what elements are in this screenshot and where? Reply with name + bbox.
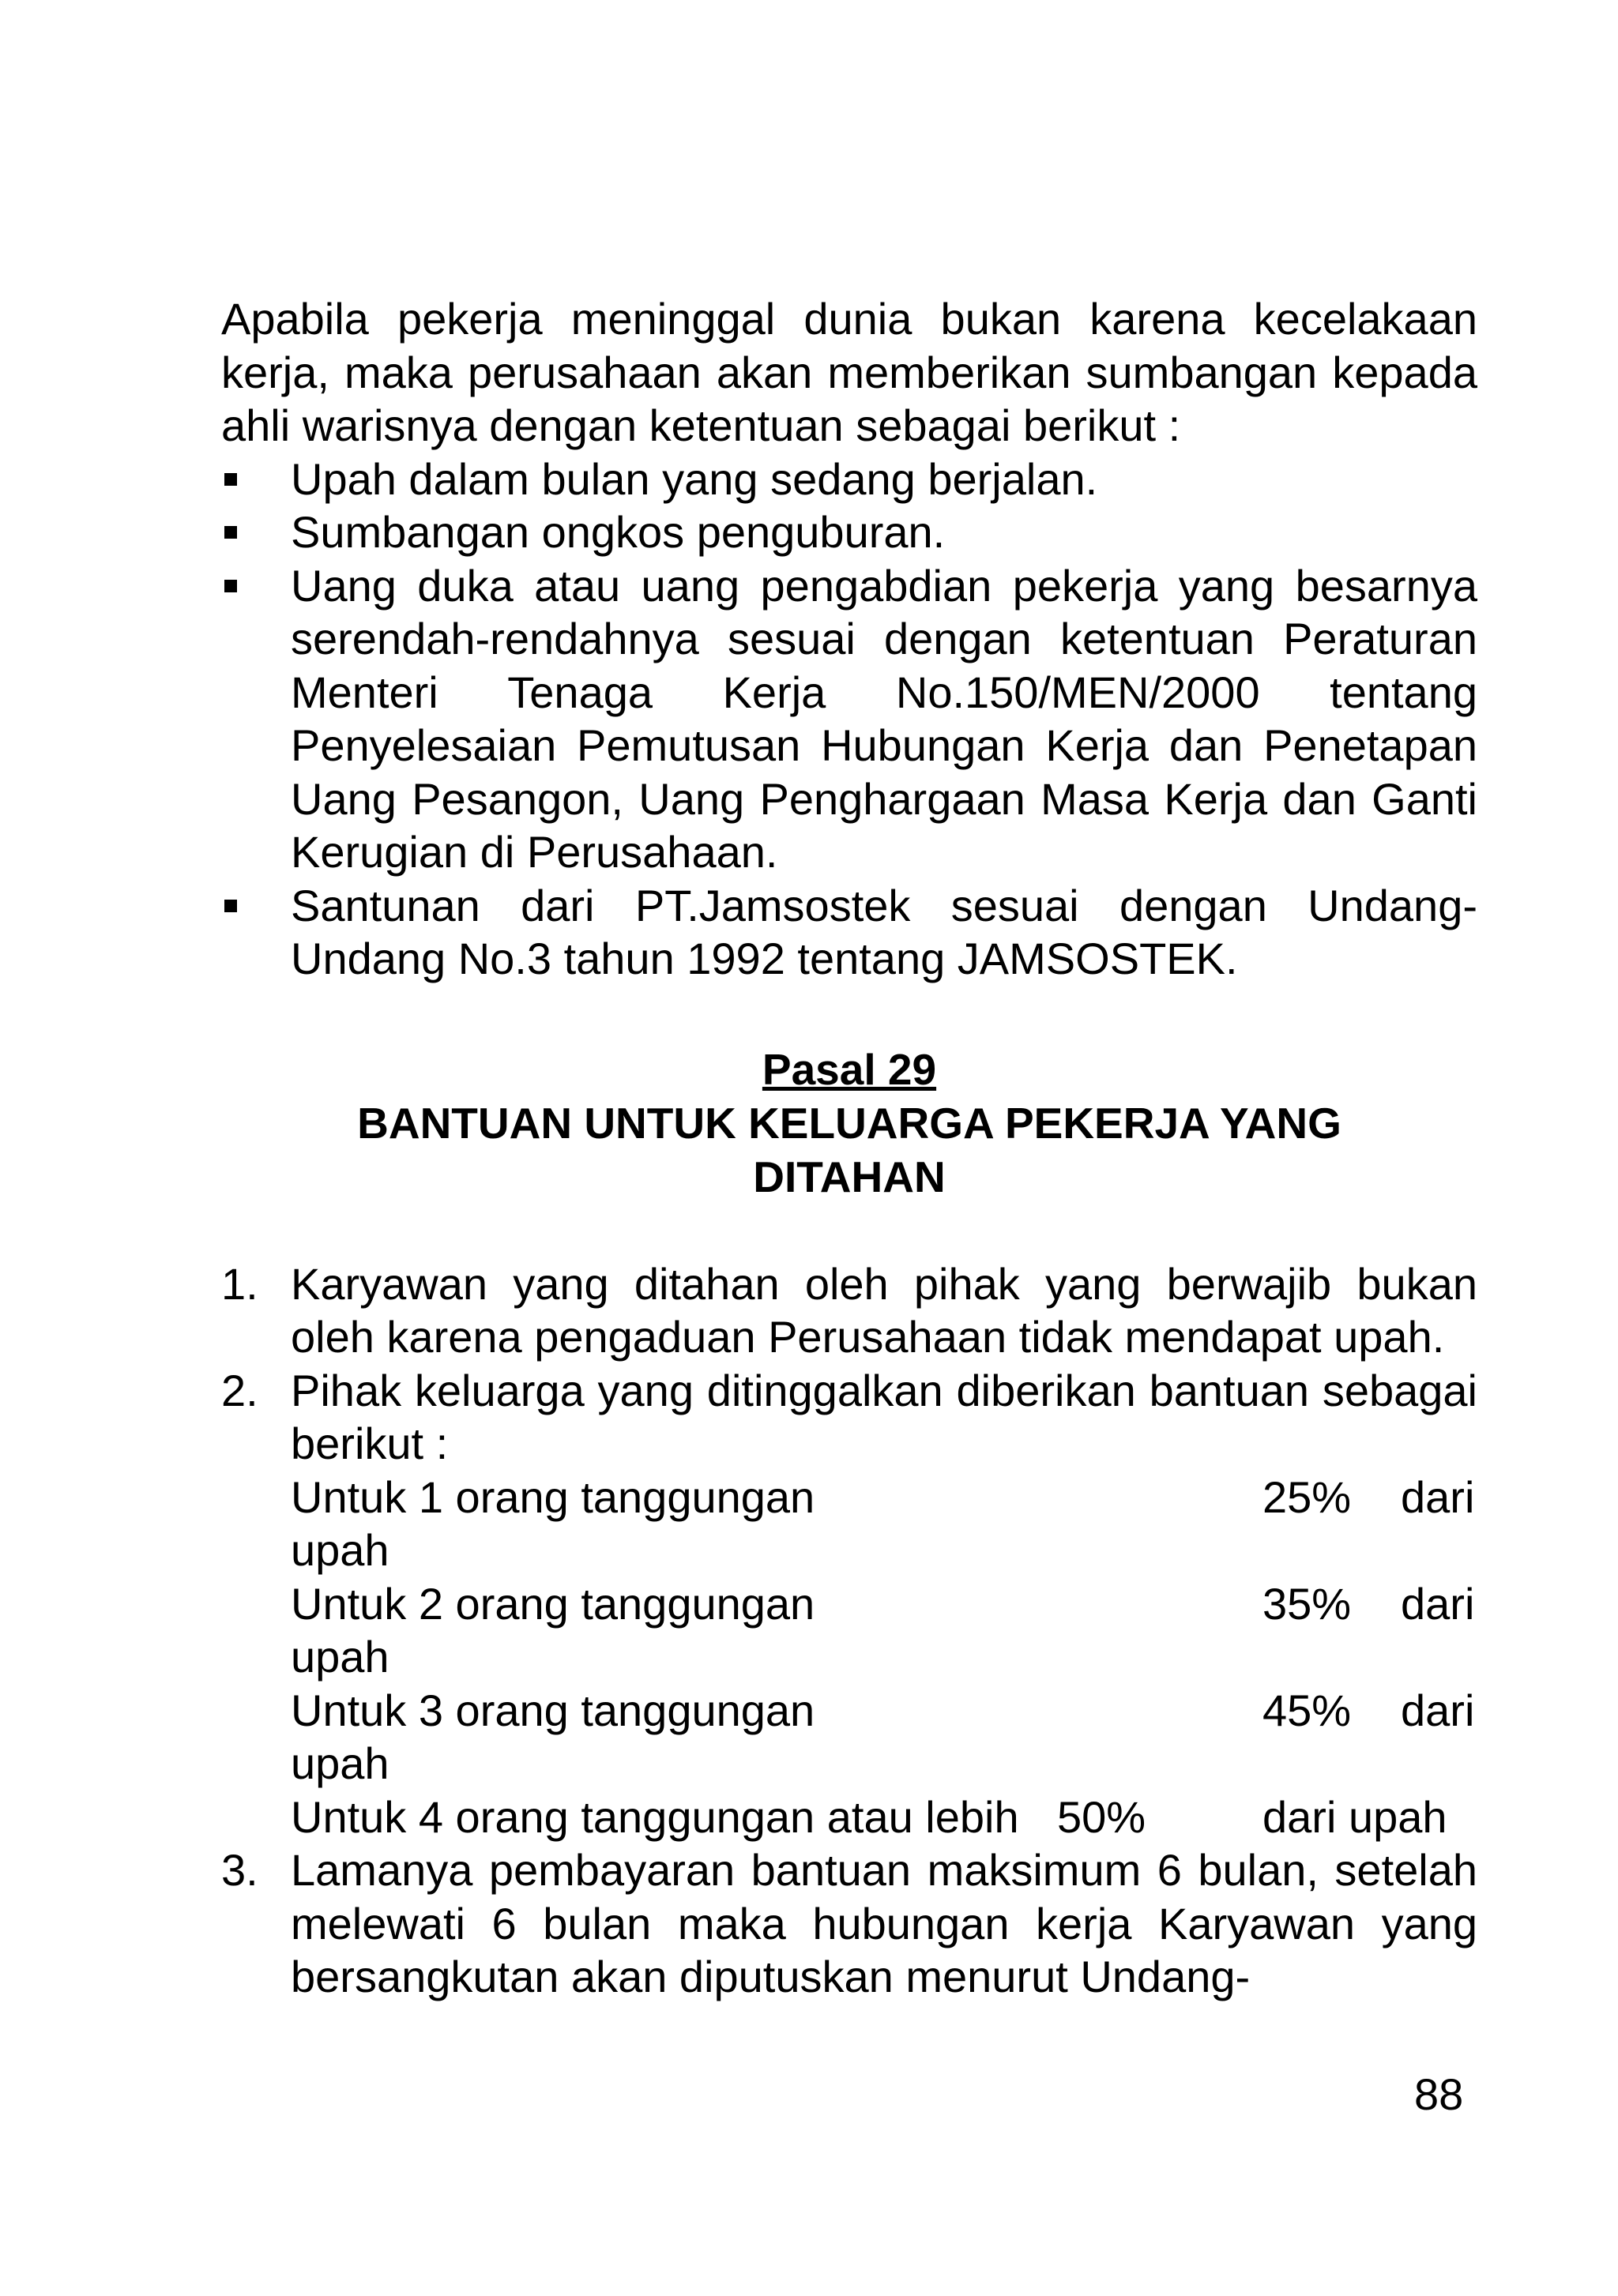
list-item: 1. Karyawan yang ditahan oleh pihak yang berwajib bukan oleh karena pengaduan Perusahaan tidak mendapat upah. [221,1258,1477,1362]
allowance-row: Untuk 2 orang tanggungan 35% dari [291,1578,1475,1629]
page-number: 88 [1414,2069,1464,2119]
list-item: 3. Lamanya pembayaran bantuan maksimum 6 bulan, setelah melewati 6 bulan maka hubungan kerja Karyawan yang bersangkutan akan diputuskan menurut Undang- [221,1845,1477,2001]
square-bullet-icon [224,580,237,592]
list-item: Sumbangan ongkos penguburan. [221,505,1477,559]
numbered-list [221,1257,1477,2004]
list-item: Uang duka atau uang pengabdian pekerja yang besarnya serendah-rendahnya sesuai dengan ketentuan Peraturan Menteri Tenaga Kerja No.150/MEN/2000 tentang Penyelesaian Pemutusan Hubungan Kerja dan Penetapan Uang Pesangon, Uang Penghargaan Masa Kerja dan Ganti Kerugian di Perusahaan. [221,559,1477,879]
list-item: 2. Pihak keluarga yang ditinggalkan diberikan bantuan sebagai berikut : Untuk 1 orang tanggungan 25% dari upah Untuk 2 orang tanggungan 35% dari upah Untuk 3 orang tanggungan 45% dari upah Untuk 4 orang tanggungan atau lebih 50% dari upah [221,1364,1477,1844]
item-number: 2. [221,1365,258,1415]
list-item: Upah dalam bulan yang sedang berjalan. [221,453,1477,506]
item-number: 1. [221,1258,258,1309]
intro-paragraph: Apabila pekerja meninggal dunia bukan karena kecelakaan kerja, maka perusahaan akan memberikan sumbangan kepada ahli warisnya dengan ketentuan sebagai berikut : [221,294,1477,450]
list-item: Santunan dari PT.Jamsostek sesuai dengan Undang-Undang No.3 tahun 1992 tentang JAMSOSTEK. [221,879,1477,986]
section-heading [221,1043,1477,1204]
item-number: 3. [221,1845,258,1895]
allowance-row: Untuk 3 orang tanggungan 45% dari [291,1685,1475,1735]
allowance-row: Untuk 1 orang tanggungan 25% dari [291,1471,1475,1522]
square-bullet-icon [224,473,237,486]
document-page [221,292,1477,2004]
square-bullet-icon [224,900,237,912]
bullet-list [221,453,1477,986]
allowance-row: Untuk 4 orang tanggungan atau lebih 50% dari upah [291,1791,1447,1842]
section-subtitle: BANTUAN UNTUK KELUARGA PEKERJA YANG DITAHAN [357,1098,1341,1201]
section-title: Pasal 29 [762,1044,937,1094]
square-bullet-icon [224,526,237,539]
